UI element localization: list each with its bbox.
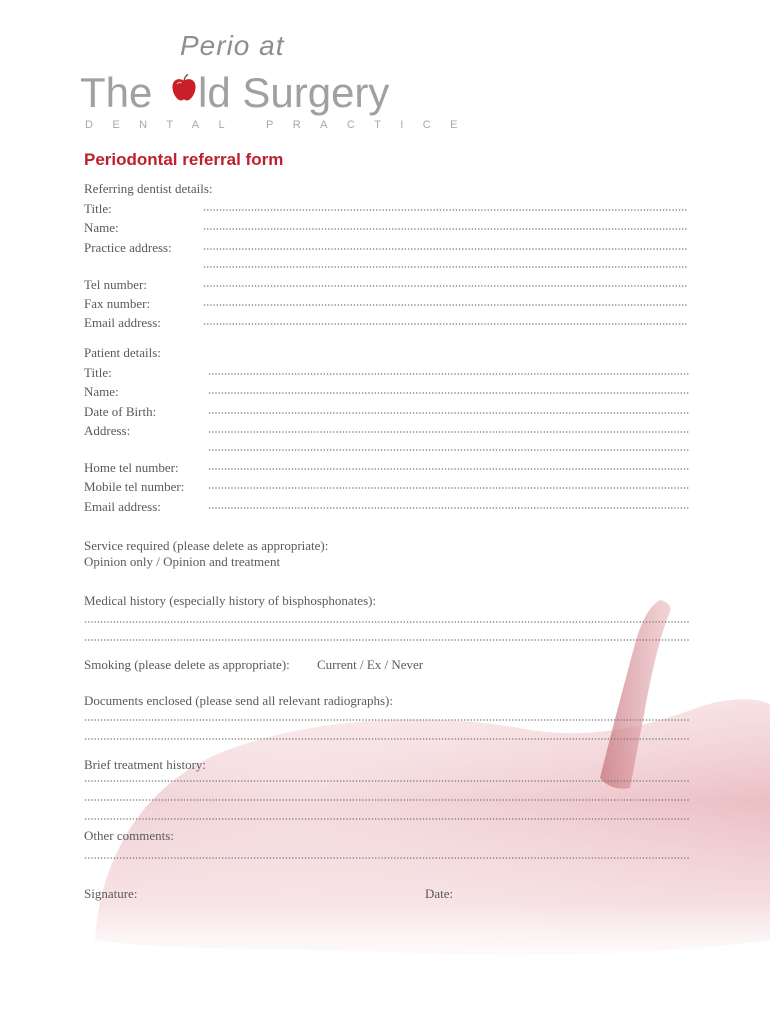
medical-history-field-2[interactable] <box>84 638 690 644</box>
referring-title-label: Title: <box>84 201 112 216</box>
referring-address-field-1[interactable] <box>203 247 687 253</box>
documents-label: Documents enclosed (please send all relevant radiographs): <box>84 693 393 708</box>
patient-mobile-tel-field[interactable] <box>208 486 690 492</box>
signature-label: Signature: <box>84 886 138 901</box>
service-heading: Service required (please delete as appropriate): <box>84 538 329 553</box>
logo-perio-at: Perio at <box>180 30 285 61</box>
red-apple-icon <box>171 74 197 102</box>
service-options[interactable]: Opinion only / Opinion and treatment <box>84 554 281 569</box>
referring-title-field[interactable] <box>203 208 687 214</box>
patient-name-field[interactable] <box>208 391 690 397</box>
date-label: Date: <box>425 886 454 901</box>
patient-home-tel-field[interactable] <box>208 467 690 473</box>
treatment-history-field-1[interactable] <box>84 779 690 785</box>
logo-word-the: The <box>80 69 153 116</box>
patient-dob-label: Date of Birth: <box>84 404 157 419</box>
patient-address-field-2[interactable] <box>208 448 690 454</box>
patient-email-field[interactable] <box>208 506 690 512</box>
referring-tel-field[interactable] <box>203 284 687 290</box>
treatment-history-label: Brief treatment history: <box>84 757 207 772</box>
patient-title-field[interactable] <box>208 372 690 378</box>
referring-email-label: Email address: <box>84 315 161 330</box>
medical-history-field-1[interactable] <box>84 620 690 626</box>
patient-title-label: Title: <box>84 365 112 380</box>
referring-tel-label: Tel number: <box>84 277 147 292</box>
documents-field-2[interactable] <box>84 737 690 743</box>
referring-email-field[interactable] <box>203 322 687 328</box>
smoking-label: Smoking (please delete as appropriate): <box>84 657 290 672</box>
referring-heading: Referring dentist details: <box>84 181 213 196</box>
referring-fax-label: Fax number: <box>84 296 151 311</box>
referring-address-field-2[interactable] <box>203 265 687 271</box>
treatment-history-field-3[interactable] <box>84 817 690 823</box>
patient-dob-field[interactable] <box>208 411 690 417</box>
patient-mobile-tel-label: Mobile tel number: <box>84 479 185 494</box>
other-comments-field[interactable] <box>84 856 690 862</box>
referring-fax-field[interactable] <box>203 303 687 309</box>
patient-heading: Patient details: <box>84 345 161 360</box>
logo-word-old-surgery: ld Surgery <box>198 69 390 116</box>
patient-address-field-1[interactable] <box>208 430 690 436</box>
treatment-history-field-2[interactable] <box>84 798 690 804</box>
documents-field-1[interactable] <box>84 718 690 724</box>
other-comments-label: Other comments: <box>84 828 174 843</box>
smoking-options[interactable]: Current / Ex / Never <box>317 657 424 672</box>
medical-history-label: Medical history (especially history of bisphosphonates): <box>84 593 377 608</box>
patient-home-tel-label: Home tel number: <box>84 460 179 475</box>
referring-address-label: Practice address: <box>84 240 172 255</box>
patient-name-label: Name: <box>84 384 119 399</box>
patient-email-label: Email address: <box>84 499 161 514</box>
form-title: Periodontal referral form <box>84 150 284 169</box>
patient-address-label: Address: <box>84 423 131 438</box>
referring-name-label: Name: <box>84 220 119 235</box>
referring-name-field[interactable] <box>203 227 687 233</box>
logo-dental-practice: DENTAL PRACTICE <box>85 119 477 131</box>
